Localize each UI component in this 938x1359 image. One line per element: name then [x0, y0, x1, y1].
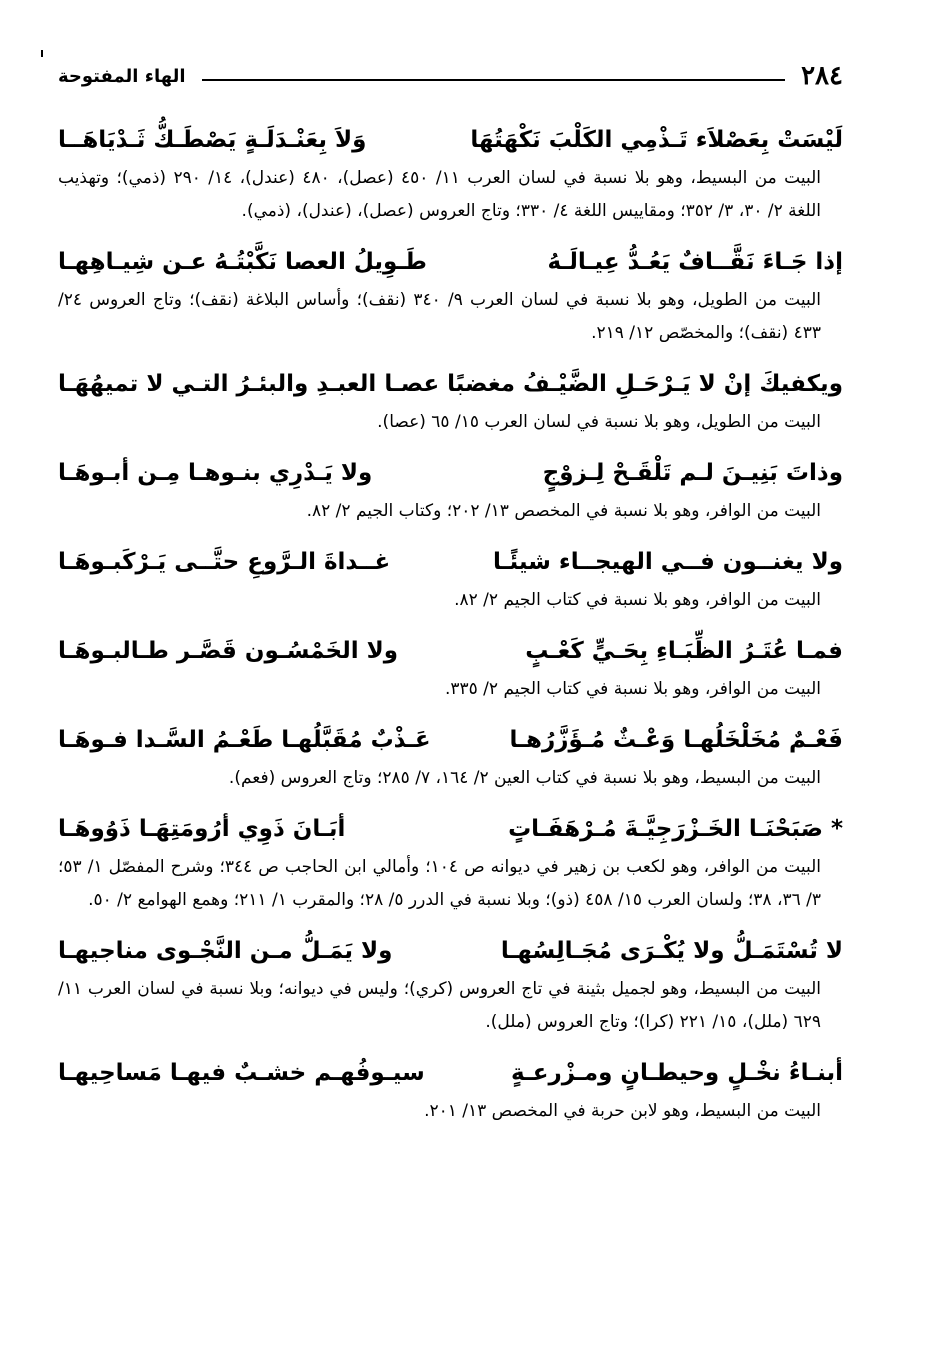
verse-first-hemistich: * صَبَحْنَـا الخَـزْرَجِيَّـةَ مُـرْهَفَـاتٍ — [508, 816, 843, 842]
verse-note: البيت من الطويل، وهو بلا نسبة في لسان العرب ١٥/ ٦٥ (عصا). — [377, 412, 821, 432]
verse-second-hemistich: أبَـانَ ذَوِي أرُومَتِهَـا ذَوُوهَـا — [58, 816, 346, 842]
verse-second-hemistich: عصـا العبـدِ والبئـرُ التـي لا تميهُهَـا — [58, 371, 440, 397]
verse-entry-7 — [58, 720, 843, 795]
verse-note: البيت من الوافر، وهو بلا نسبة في كتاب الجيم ٢/ ٣٣٥. — [444, 679, 821, 699]
verse-line — [58, 453, 843, 493]
verse-first-hemistich: فمـا عُتَـرُ الظِّبَـاءِ بِحَـيٍّ كَعْـبٍ — [525, 638, 843, 664]
verse-second-hemistich: وَلاَ بِعَنْـدَلَـةٍ يَصْطَـكُّ ثَـدْيَاهَــا — [58, 127, 367, 153]
verse-first-hemistich: لَيْسَتْ بِعَصْلاَء تَـذْمِي الكَلْبَ نَكْهَتُهَا — [470, 127, 843, 153]
page-content — [58, 56, 843, 1142]
verse-second-hemistich: ولا الخَمْسُـون قَصَّـر طـالبـوهَـا — [58, 638, 399, 664]
verse-first-hemistich: إذا جَـاءَ نَقَّــافٌ يَعُـدُّ عِيـالَـهُ — [547, 249, 843, 275]
verse-line — [58, 631, 843, 671]
verse-second-hemistich: سيـوفُهـم خشـبٌ فيهـا مَساحِيهـا — [58, 1060, 425, 1086]
verse-entry-9 — [58, 931, 843, 1039]
verse-first-hemistich: ولا يغنــون فــي الهيجــاء شيئًـا — [493, 549, 843, 575]
verse-line — [58, 931, 843, 971]
verse-first-hemistich: فَعْـمٌ مُخَلْخَلُهـا وَعْـثٌ مُـؤَزَّرُهـا — [509, 727, 843, 753]
header-rule — [202, 79, 786, 81]
verse-note: البيت من الوافر، وهو بلا نسبة في المخصص ١٣/ ٢٠٢؛ وكتاب الجيم ٢/ ٨٢. — [306, 501, 821, 521]
section-title: الهاء المفتوحة — [58, 65, 186, 87]
verse-first-hemistich: ويكفيكَ إنْ لا يَـرْحَـلِ الضَّيْـفُ مغضبًا — [447, 371, 843, 397]
verse-note: البيت من البسيط، وهو لابن حربة في المخصص ١٣/ ٢٠١. — [424, 1101, 821, 1121]
verse-line — [58, 364, 843, 404]
verse-line — [58, 720, 843, 760]
verse-line — [58, 120, 843, 160]
verse-entry-1 — [58, 120, 843, 228]
verse-note: البيت من الوافر، وهو لكعب بن زهير في ديوانه ص ١٠٤؛ وأمالي ابن الحاجب ص ٣٤٤؛ وشرح المفصّل ١/ ٥٣؛ ٣/ ٣٦، ٣٨؛ ولسان العرب ١٥/ ٤٥٨ (ذو)؛ وبلا نسبة في الدرر ٥/ ٢٨؛ والمقرب ١/ ٢١١؛ وهمع الهوامع ٢/ ٥٠. — [58, 857, 821, 910]
page-number: ٢٨٤ — [801, 61, 843, 91]
verse-second-hemistich: ولا يَمَـلُّ مـن النَّجْـوى مناجيهـا — [58, 938, 393, 964]
verse-second-hemistich: طَـوِيلُ العصا نَكَّبْتُـهُ عـن شِيـاهِهـا — [58, 249, 427, 275]
verse-entry-3 — [58, 364, 843, 439]
running-header — [58, 56, 843, 96]
verse-line — [58, 1053, 843, 1093]
page-corner-mark — [41, 50, 43, 57]
verse-second-hemistich: ولا يَـدْرِي بنـوهـا مِـن أبـوهَـا — [58, 460, 373, 486]
verse-first-hemistich: أبنـاءُ نخْـلٍ وحيطـانٍ ومـزْرعـةٍ — [510, 1060, 843, 1086]
verse-line — [58, 542, 843, 582]
verse-entry-10 — [58, 1053, 843, 1128]
verse-second-hemistich: عَـذْبٌ مُقَبَّلُهـا طَعْـمُ السَّـدا فـوهَـا — [58, 727, 431, 753]
verse-entry-4 — [58, 453, 843, 528]
verse-line — [58, 809, 843, 849]
verse-line — [58, 242, 843, 282]
verse-first-hemistich: وذاتَ بَنِيـنَ لـم تَلْقَـحْ لِـزوْجٍ — [542, 460, 843, 486]
verse-note: البيت من الوافر، وهو بلا نسبة في كتاب الجيم ٢/ ٨٢. — [454, 590, 821, 610]
verse-entry-2 — [58, 242, 843, 350]
verse-first-hemistich: لا تُسْتَمَـلُّ ولا يُكْـرَى مُجَـالِسُهـا — [500, 938, 843, 964]
verse-entry-5 — [58, 542, 843, 617]
verse-note: البيت من الطويل، وهو بلا نسبة في لسان العرب ٩/ ٣٤٠ (نقف)؛ وأساس البلاغة (نقف)؛ وتاج العروس ٢٤/ ٤٣٣ (نقف)؛ والمخصّص ١٢/ ٢١٩. — [58, 290, 821, 343]
verse-note: البيت من البسيط، وهو بلا نسبة في كتاب العين ٢/ ١٦٤، ٧/ ٢٨٥؛ وتاج العروس (فعم). — [228, 768, 821, 788]
verse-entry-6 — [58, 631, 843, 706]
verse-note: البيت من البسيط، وهو لجميل بثينة في تاج العروس (كري)؛ وليس في ديوانه؛ وبلا نسبة في لسان العرب ١١/ ٦٢٩ (ملل)، ١٥/ ٢٢١ (كرا)؛ وتاج العروس (ملل). — [58, 979, 821, 1032]
verse-entry-8 — [58, 809, 843, 917]
verse-second-hemistich: غــداةَ الـرَّوعِ حتَّــى يَـرْكَبـوهَـا — [58, 549, 391, 575]
verse-note: البيت من البسيط، وهو بلا نسبة في لسان العرب ١١/ ٤٥٠ (عصل)، ٤٨٠ (عندل)، ١٤/ ٢٩٠ (ذمي)؛ وتهذيب اللغة ٢/ ٣٠، ٣/ ٣٥٢؛ ومقاييس اللغة ٤/ ٣٣٠؛ وتاج العروس (عصل)، (عندل)، (ذمي). — [58, 168, 821, 221]
